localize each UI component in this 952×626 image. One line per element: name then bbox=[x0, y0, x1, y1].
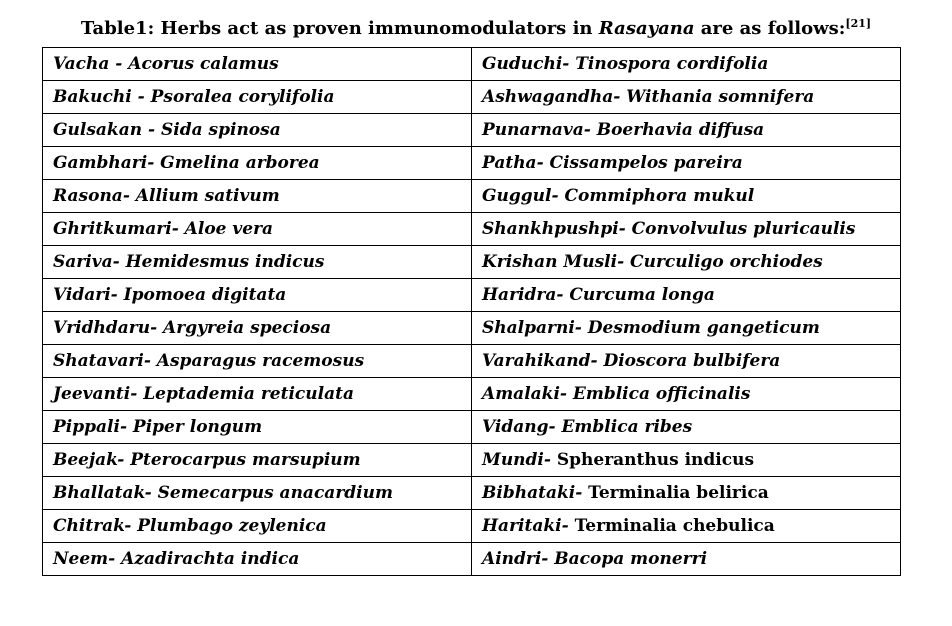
table-row bbox=[43, 378, 901, 411]
herb-species: Terminalia belirica bbox=[582, 483, 769, 503]
table-caption bbox=[0, 18, 952, 39]
table-cell bbox=[472, 477, 901, 510]
herb-name: Bibhataki- bbox=[482, 483, 583, 503]
table-row bbox=[43, 312, 901, 345]
table-row bbox=[43, 345, 901, 378]
table-row bbox=[43, 180, 901, 213]
table-row bbox=[43, 510, 901, 543]
table-cell: Amalaki- Emblica officinalis bbox=[472, 378, 901, 411]
table-cell: Shalparni- Desmodium gangeticum bbox=[472, 312, 901, 345]
herbs-table bbox=[42, 47, 901, 576]
table-cell: Sariva- Hemidesmus indicus bbox=[43, 246, 472, 279]
table-cell: Guggul- Commiphora mukul bbox=[472, 180, 901, 213]
table-cell: Bhallatak- Semecarpus anacardium bbox=[43, 477, 472, 510]
table-row bbox=[43, 279, 901, 312]
table-cell: Vacha - Acorus calamus bbox=[43, 48, 472, 81]
caption-suffix: are as follows: bbox=[694, 18, 846, 39]
table-row bbox=[43, 246, 901, 279]
table-cell: Haridra- Curcuma longa bbox=[472, 279, 901, 312]
herb-species: Spheranthus indicus bbox=[550, 450, 755, 470]
table-cell: Varahikand- Dioscora bulbifera bbox=[472, 345, 901, 378]
table-row bbox=[43, 411, 901, 444]
table-row bbox=[43, 444, 901, 477]
table-row bbox=[43, 114, 901, 147]
table-row bbox=[43, 48, 901, 81]
table-cell: Ghritkumari- Aloe vera bbox=[43, 213, 472, 246]
caption-emphasis: Rasayana bbox=[598, 18, 695, 39]
caption-prefix: Table1: Herbs act as proven immunomodulators in bbox=[80, 18, 599, 39]
table-cell: Beejak- Pterocarpus marsupium bbox=[43, 444, 472, 477]
table-cell: Aindri- Bacopa monerri bbox=[472, 543, 901, 576]
herb-name: Mundi- bbox=[482, 450, 551, 470]
table-cell: Jeevanti- Leptademia reticulata bbox=[43, 378, 472, 411]
table-row bbox=[43, 543, 901, 576]
table-cell: Gambhari- Gmelina arborea bbox=[43, 147, 472, 180]
caption-reference: [21] bbox=[845, 17, 872, 30]
table-cell: Gulsakan - Sida spinosa bbox=[43, 114, 472, 147]
table-cell: Bakuchi - Psoralea corylifolia bbox=[43, 81, 472, 114]
table-row bbox=[43, 213, 901, 246]
herb-species: Terminalia chebulica bbox=[568, 516, 775, 536]
table-cell: Rasona- Allium sativum bbox=[43, 180, 472, 213]
table-cell bbox=[472, 444, 901, 477]
table-cell: Pippali- Piper longum bbox=[43, 411, 472, 444]
table-cell bbox=[472, 510, 901, 543]
table-row bbox=[43, 147, 901, 180]
table-row bbox=[43, 81, 901, 114]
table-cell: Chitrak- Plumbago zeylenica bbox=[43, 510, 472, 543]
table-cell: Vridhdaru- Argyreia speciosa bbox=[43, 312, 472, 345]
table-cell: Ashwagandha- Withania somnifera bbox=[472, 81, 901, 114]
table-cell: Neem- Azadirachta indica bbox=[43, 543, 472, 576]
table-row bbox=[43, 477, 901, 510]
table-cell: Vidang- Emblica ribes bbox=[472, 411, 901, 444]
table-cell: Punarnava- Boerhavia diffusa bbox=[472, 114, 901, 147]
table-cell: Shatavari- Asparagus racemosus bbox=[43, 345, 472, 378]
herb-name: Haritaki- bbox=[482, 516, 569, 536]
table-cell: Vidari- Ipomoea digitata bbox=[43, 279, 472, 312]
table-cell: Shankhpushpi- Convolvulus pluricaulis bbox=[472, 213, 901, 246]
table-cell: Guduchi- Tinospora cordifolia bbox=[472, 48, 901, 81]
table-cell: Krishan Musli- Curculigo orchiodes bbox=[472, 246, 901, 279]
table-cell: Patha- Cissampelos pareira bbox=[472, 147, 901, 180]
